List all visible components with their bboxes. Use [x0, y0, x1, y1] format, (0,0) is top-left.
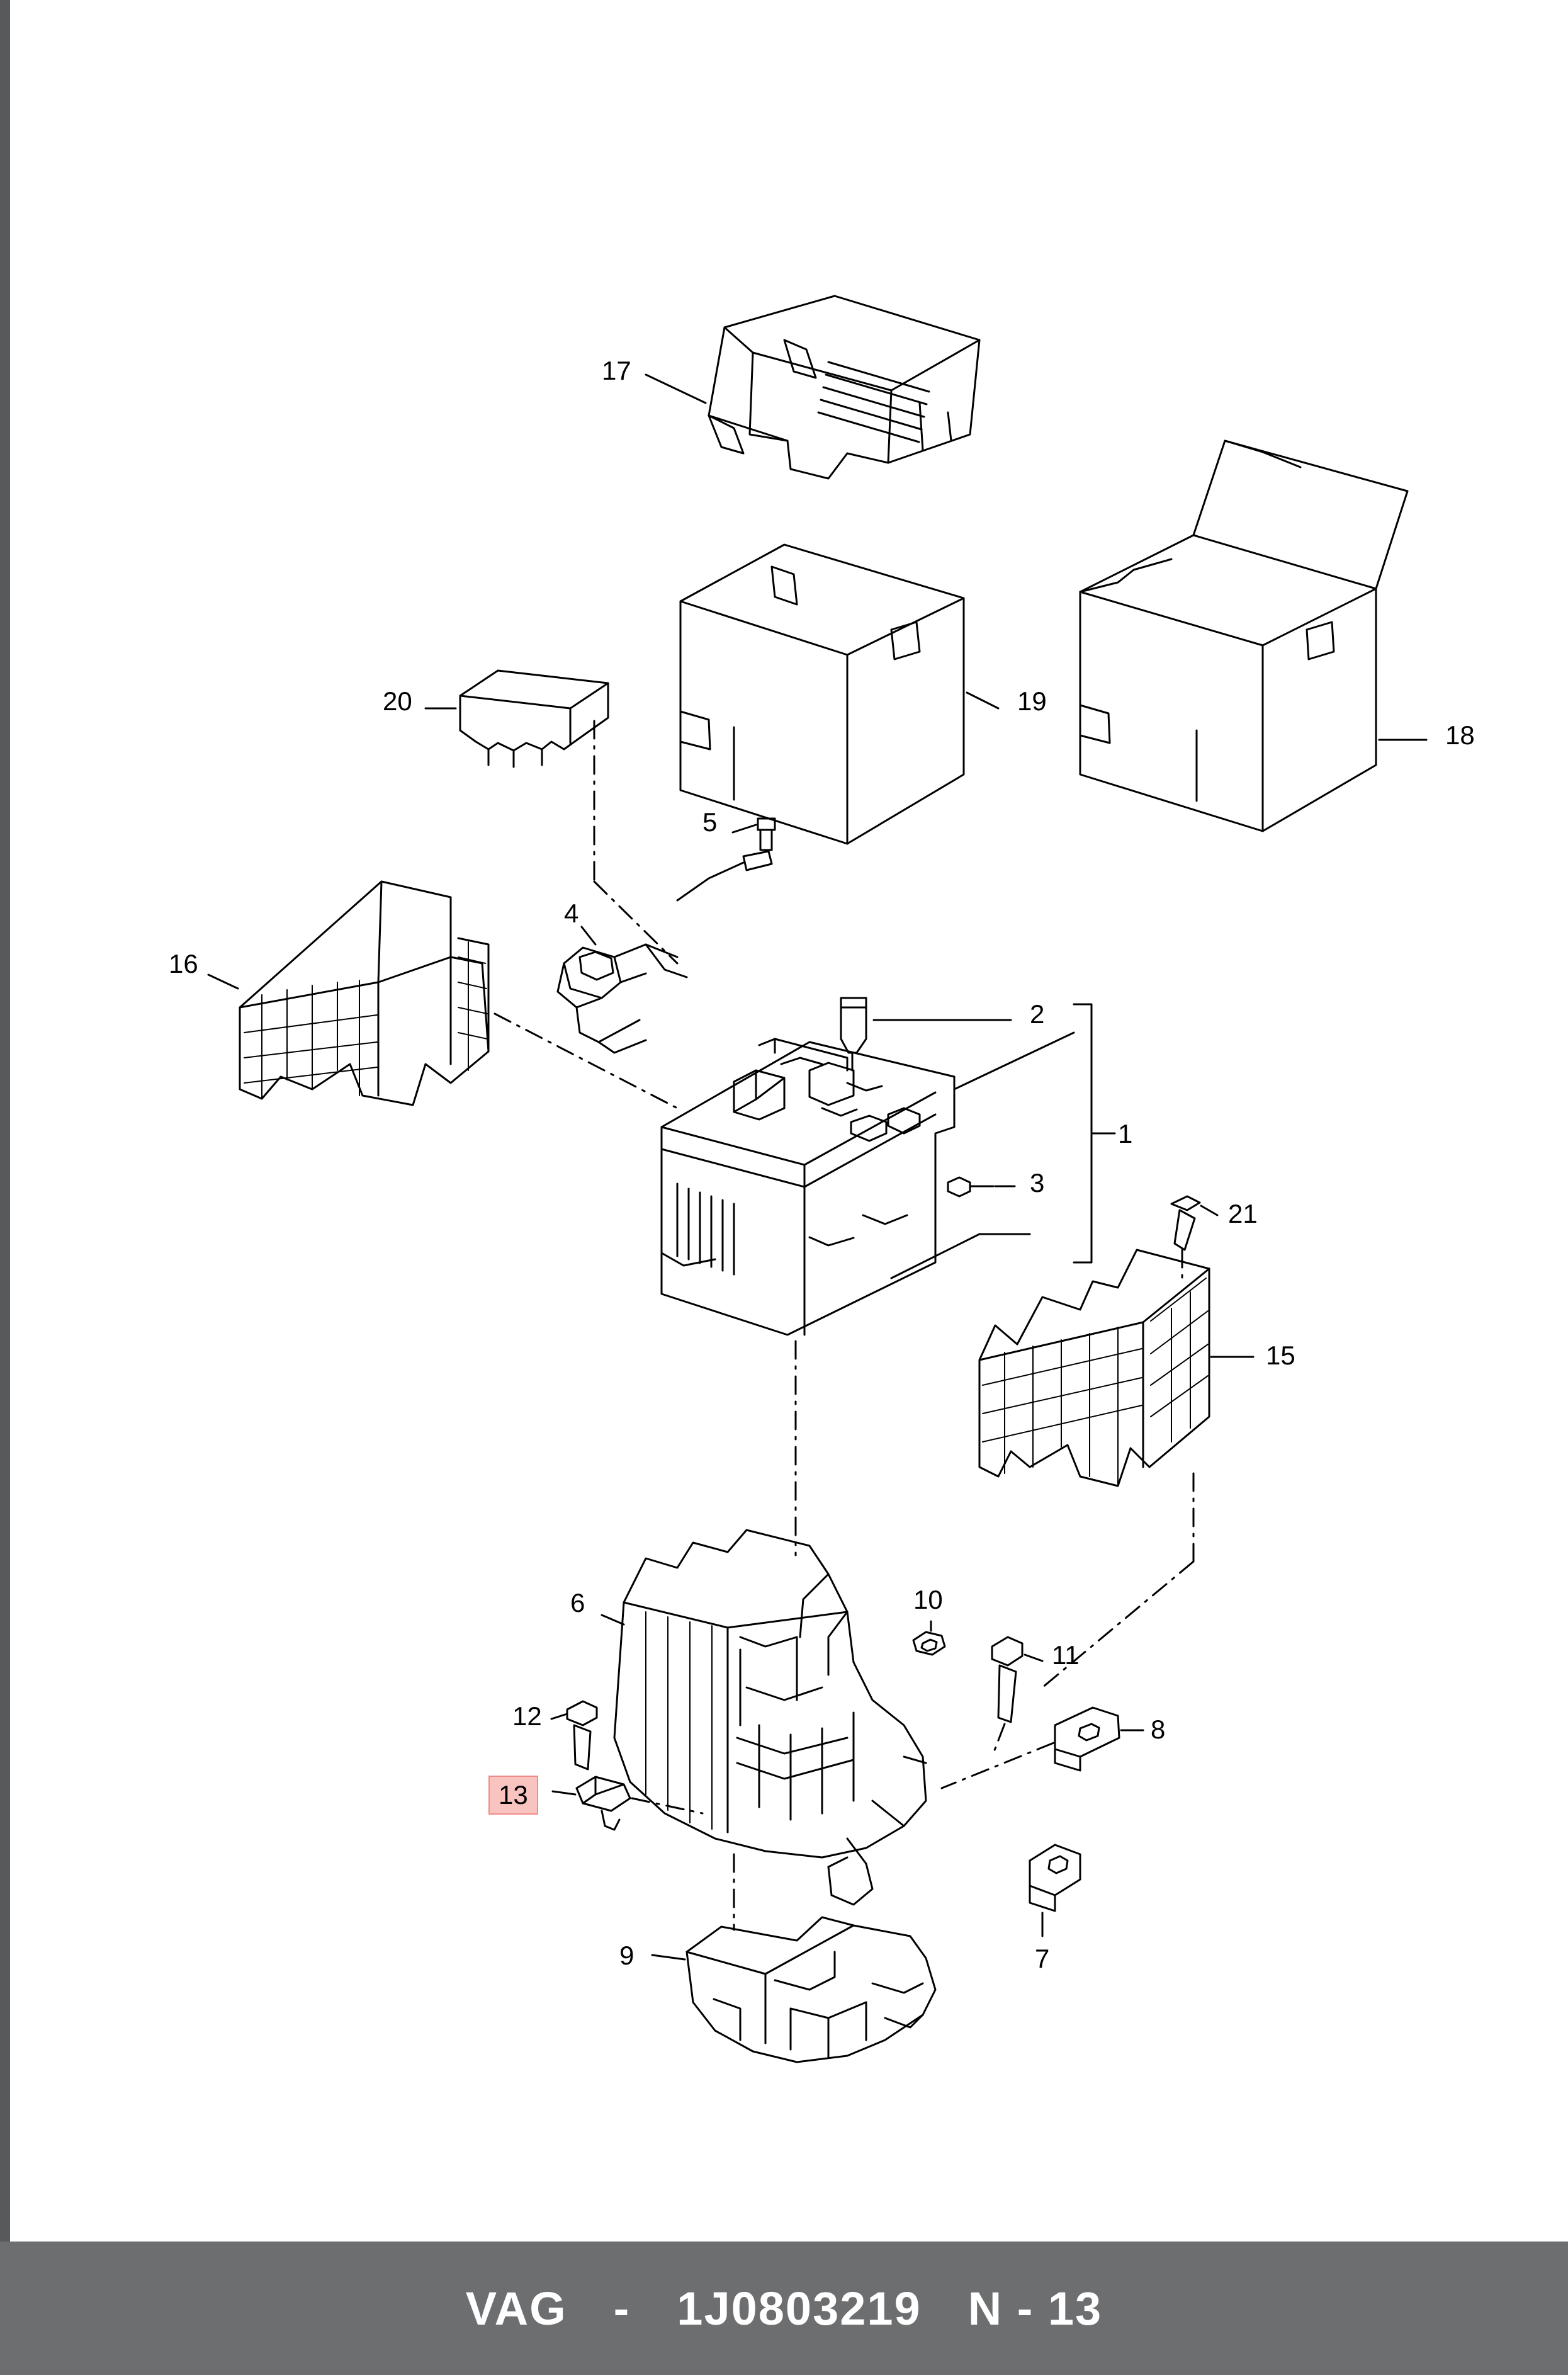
leader-1-bottom [891, 1234, 1030, 1278]
leader-9 [652, 1955, 685, 1959]
callout-16: 16 [169, 949, 198, 978]
leader-19 [967, 693, 998, 708]
part-9-lower-rail [687, 1917, 935, 2062]
leader-17 [646, 375, 706, 403]
leader-6 [602, 1615, 624, 1624]
callout-21: 21 [1228, 1199, 1258, 1228]
callout-9: 9 [619, 1941, 635, 1970]
callout-19: 19 [1017, 686, 1047, 716]
part-8-bracket-left [1055, 1708, 1119, 1771]
callout-6: 6 [570, 1588, 585, 1618]
leader-1-top [954, 1033, 1074, 1089]
callout-4: 4 [564, 898, 579, 928]
footer-bar [0, 2242, 1568, 2375]
part-6-battery-tray [614, 1530, 926, 1905]
axis-8 [942, 1743, 1054, 1788]
footer-part-number: 1J0803219 [677, 2282, 922, 2335]
callout-5: 5 [702, 807, 718, 837]
part-21-screw [1171, 1196, 1200, 1250]
part-13-retaining-clip [577, 1777, 630, 1830]
axis-11 [992, 1724, 1005, 1757]
part-10-washer [913, 1632, 945, 1655]
callout-1: 1 [1118, 1119, 1133, 1148]
page-edge-rule [0, 0, 10, 2242]
leader-21 [1201, 1206, 1217, 1215]
part-16-heat-shield-left [240, 881, 488, 1105]
leader-12 [551, 1714, 567, 1719]
parts-diagram [10, 0, 1568, 2242]
callout-2: 2 [1030, 999, 1045, 1029]
leader-13 [553, 1791, 575, 1794]
part-19-insulation-box [680, 545, 964, 844]
callout-13: 13 [488, 1776, 538, 1815]
part-12-screw [567, 1701, 597, 1769]
axis-16 [495, 1014, 677, 1108]
footer-brand: VAG [465, 2282, 567, 2335]
axis-20 [594, 721, 677, 963]
callout-20: 20 [383, 686, 412, 716]
footer-page-code: N - 13 [967, 2282, 1103, 2335]
part-3-screw [948, 1177, 993, 1196]
callout-7: 7 [1035, 1944, 1050, 1973]
part-18-insulation-box-open [1080, 441, 1407, 831]
leader-5 [733, 825, 756, 832]
footer-separator: - [613, 2282, 631, 2335]
part-17-battery-top-cover [709, 296, 979, 479]
part-20-terminal-cover [460, 671, 608, 767]
callout-8: 8 [1151, 1715, 1166, 1744]
callout-3: 3 [1030, 1168, 1045, 1198]
part-5-terminal-bolt [677, 819, 775, 900]
part-11-hex-bolt [992, 1637, 1022, 1722]
callout-11: 11 [1052, 1640, 1080, 1670]
brace-1 [1074, 1004, 1091, 1262]
callout-12: 12 [512, 1701, 542, 1731]
callout-18: 18 [1445, 720, 1475, 750]
callout-10: 10 [913, 1585, 943, 1614]
diagram-svg [10, 0, 1568, 2242]
leader-16 [208, 975, 238, 989]
part-4-battery-monitor [558, 944, 687, 1053]
leader-4 [582, 927, 595, 944]
part-7-bracket-right [1030, 1845, 1080, 1911]
part-15-heat-shield-right [979, 1250, 1209, 1486]
leader-11 [1025, 1655, 1042, 1661]
callout-15: 15 [1266, 1341, 1295, 1370]
part-2-vent-plug [841, 998, 866, 1070]
part-1-battery [662, 1039, 954, 1335]
callout-17: 17 [602, 356, 631, 385]
